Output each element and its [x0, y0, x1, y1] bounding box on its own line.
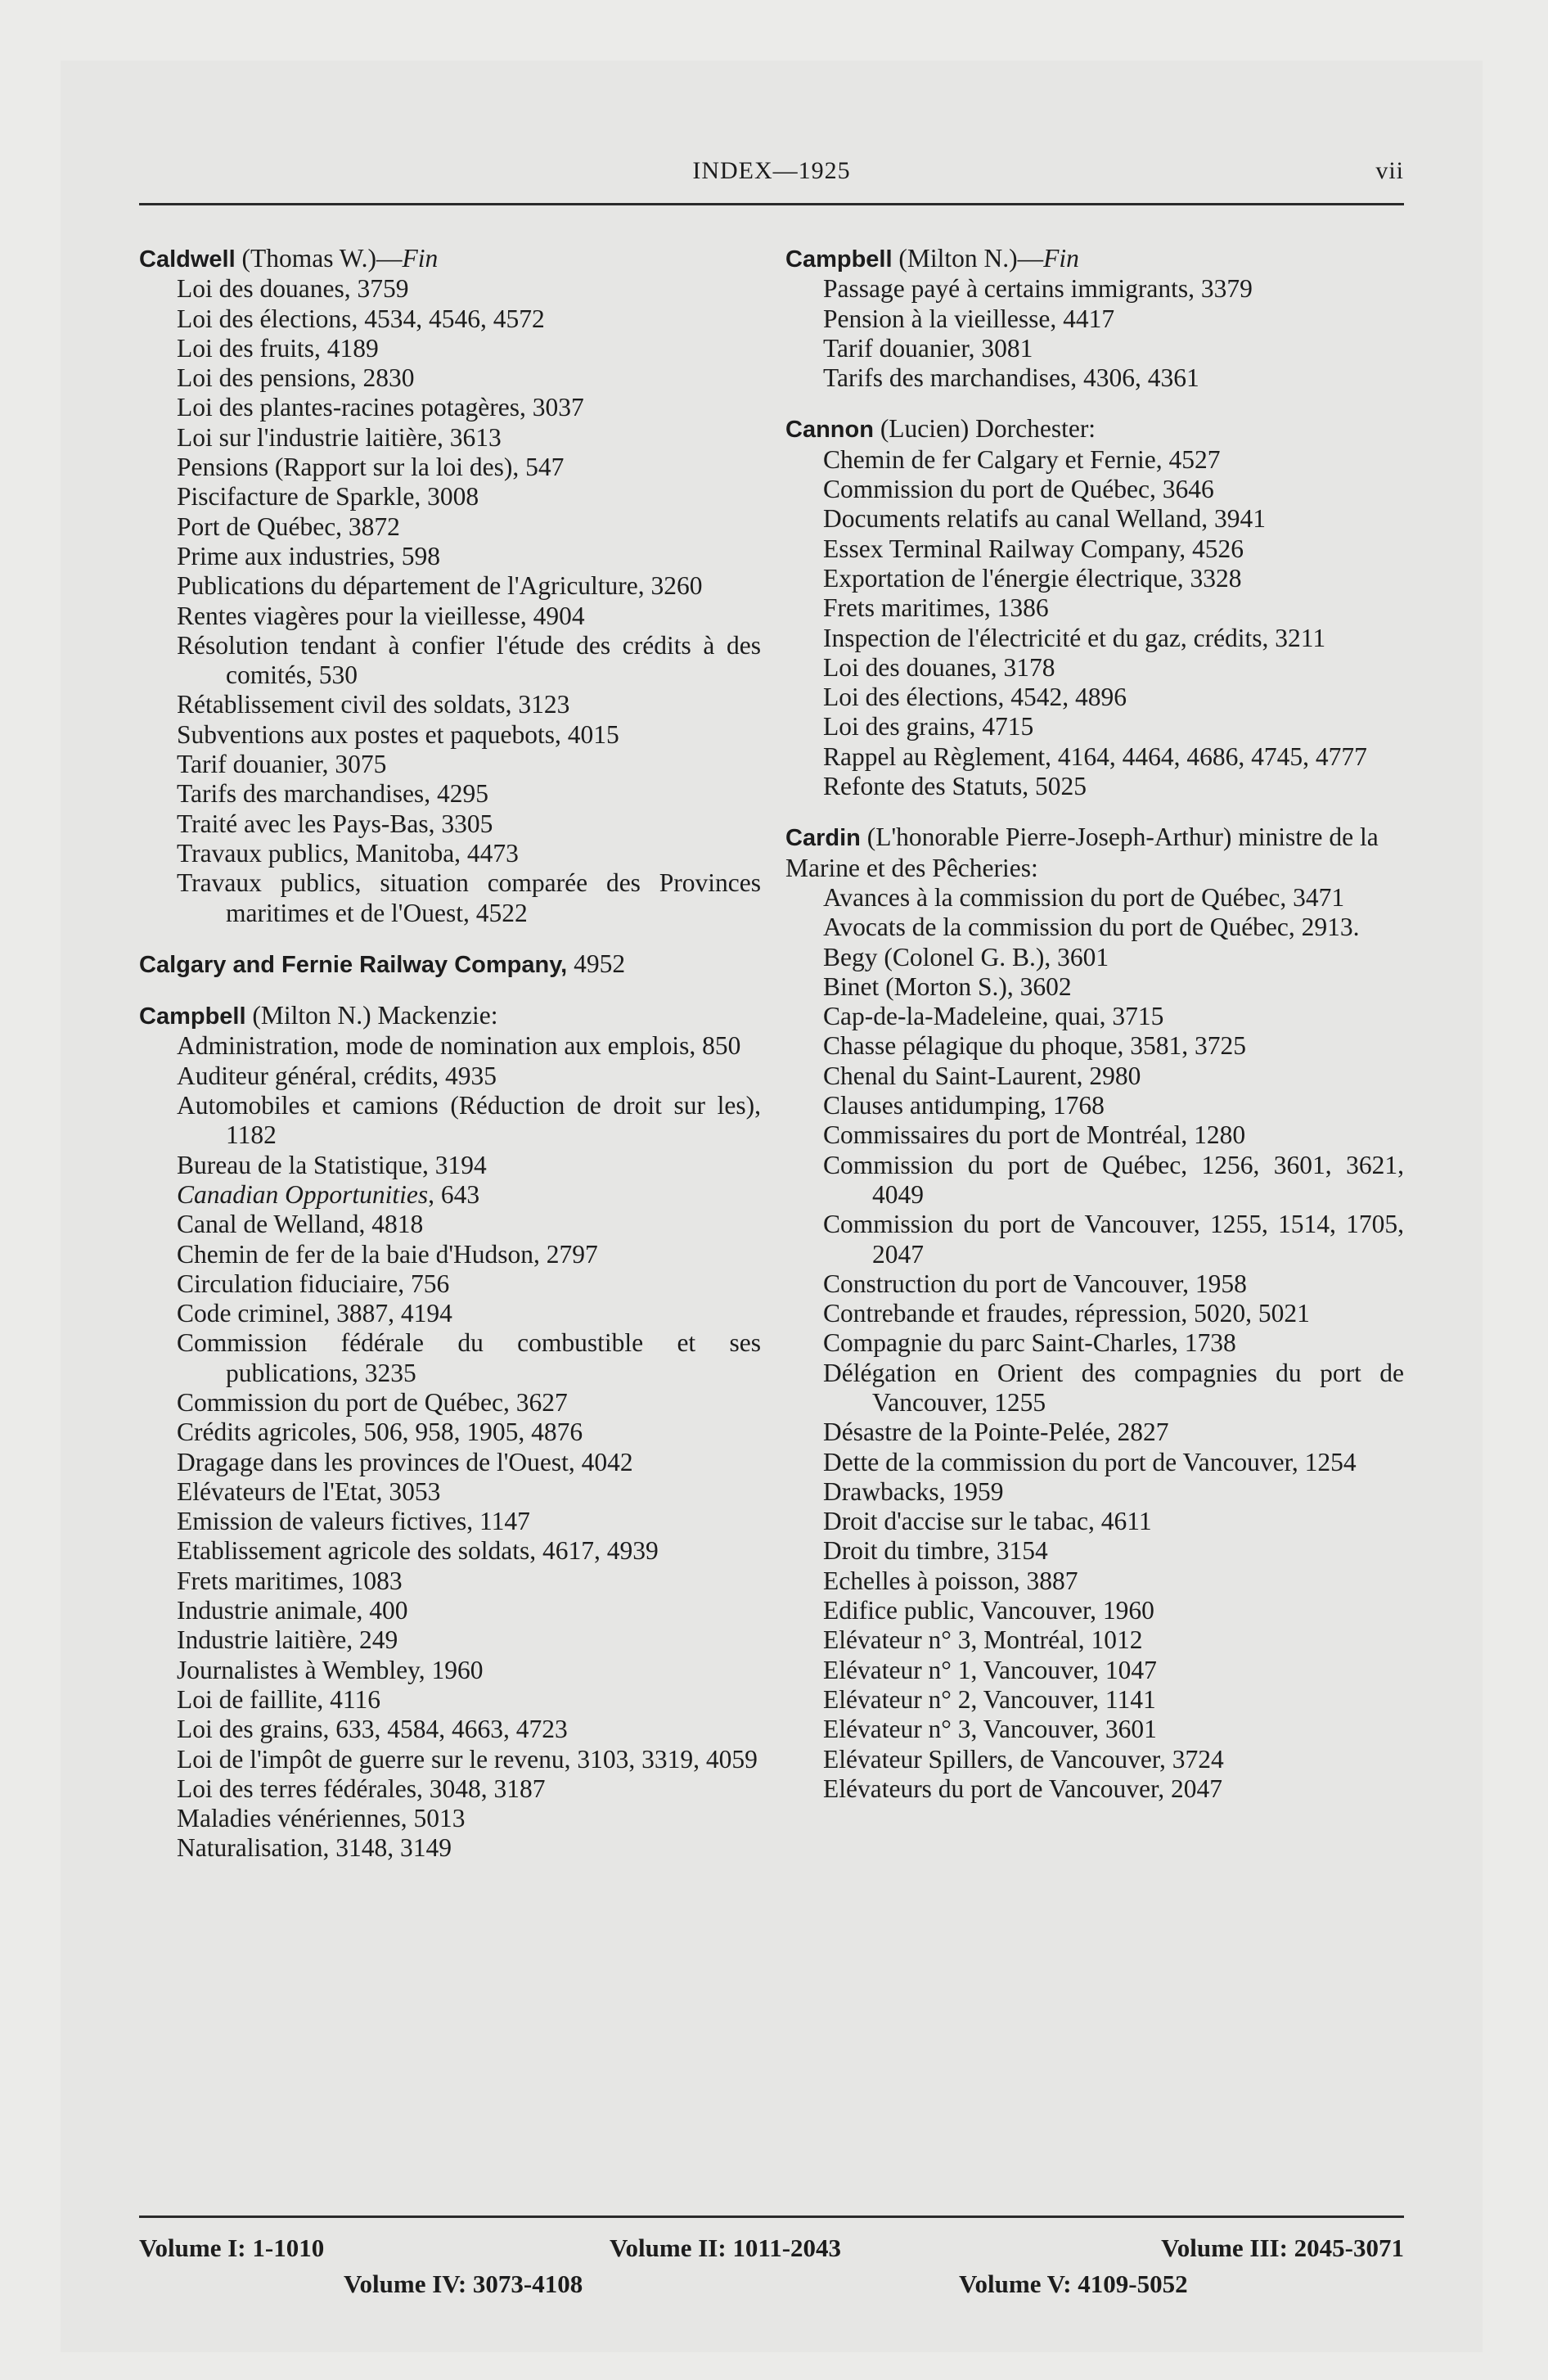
index-entry: Tarifs des marchandises, 4306, 4361 — [823, 363, 1199, 393]
index-entry: Commission du port de Québec, 1256, 3601, 3621, 4049 — [823, 1150, 1404, 1209]
index-group — [139, 949, 761, 980]
index-entry: Subventions aux postes et paquebots, 4015 — [177, 719, 619, 749]
index-entry: Elévateur n° 2, Vancouver, 1141 — [823, 1684, 1156, 1714]
index-entry: Publications du département de l'Agriculture, 3260 — [177, 571, 703, 601]
index-entry: Droit d'accise sur le tabac, 4611 — [823, 1507, 1152, 1536]
index-entry: Chasse pélagique du phoque, 3581, 3725 — [823, 1031, 1247, 1061]
index-entry: Traité avec les Pays-Bas, 3305 — [177, 809, 493, 838]
page-header — [139, 157, 1404, 198]
index-entry: Loi sur l'industrie laitière, 3613 — [177, 422, 502, 452]
volume-1-range: Volume I: 1-1010 — [139, 2234, 325, 2262]
index-entry: Elévateurs du port de Vancouver, 2047 — [823, 1774, 1223, 1803]
index-entry: Chemin de fer de la baie d'Hudson, 2797 — [177, 1239, 598, 1269]
index-entry: Chenal du Saint-Laurent, 2980 — [823, 1061, 1141, 1090]
index-entry: Travaux publics, Manitoba, 4473 — [177, 838, 519, 868]
index-entry: Administration, mode de nomination aux emplois, 850 — [177, 1031, 741, 1061]
heading-name: Campbell — [139, 1003, 246, 1030]
index-entry: Rappel au Règlement, 4164, 4464, 4686, 4745, 4777 — [823, 741, 1367, 771]
index-entry: Crédits agricoles, 506, 958, 1905, 4876 — [177, 1418, 583, 1447]
index-entry: Echelles à poisson, 3887 — [823, 1566, 1078, 1595]
heading-detail: (Milton N.) Mackenzie: — [252, 1001, 498, 1030]
heading-detail-italic: Fin — [402, 244, 439, 273]
index-heading — [785, 244, 1404, 274]
index-group — [785, 414, 1404, 801]
index-entry: Chemin de fer Calgary et Fernie, 4527 — [823, 444, 1221, 474]
index-entry: Maladies vénériennes, 5013 — [177, 1804, 466, 1833]
index-entry: Tarif douanier, 3075 — [177, 750, 387, 779]
index-entry: Loi de faillite, 4116 — [177, 1684, 381, 1714]
heading-name: Caldwell — [139, 246, 236, 273]
index-entry: Avocats de la commission du port de Québec, 2913. — [823, 913, 1360, 942]
volume-3-range: Volume III: 2045-3071 — [1161, 2234, 1404, 2262]
index-entry: Elévateur n° 3, Montréal, 1012 — [823, 1625, 1143, 1655]
index-entry: Désastre de la Pointe-Pelée, 2827 — [823, 1418, 1169, 1447]
heading-name: Calgary and Fernie Railway Company, — [139, 951, 568, 978]
heading-detail: (Lucien) Dorchester: — [880, 414, 1096, 444]
index-heading — [139, 949, 761, 980]
index-entry: Canal de Welland, 4818 — [177, 1210, 424, 1239]
heading-detail: 4952 — [574, 949, 626, 978]
left-column — [139, 244, 761, 1864]
index-entry: Loi des grains, 633, 4584, 4663, 4723 — [177, 1715, 568, 1744]
index-entry: Avances à la commission du port de Québec, 3471 — [823, 882, 1345, 912]
index-entry: Essex Terminal Railway Company, 4526 — [823, 534, 1244, 563]
index-entry: Loi des plantes-racines potagères, 3037 — [177, 393, 584, 422]
index-entry: Elévateur Spillers, de Vancouver, 3724 — [823, 1744, 1224, 1774]
heading-detail: (L'honorable Pierre-Joseph-Arthur) ministre de la Marine et des Pêcheries: — [785, 823, 1379, 882]
index-entry: Loi des élections, 4534, 4546, 4572 — [177, 304, 545, 333]
index-group — [785, 823, 1404, 1804]
volume-footer — [139, 2234, 1404, 2315]
index-entry: Refonte des Statuts, 5025 — [823, 772, 1087, 801]
right-column — [785, 244, 1404, 1804]
index-entry: Rentes viagères pour la vieillesse, 4904 — [177, 601, 585, 630]
index-entry: Emission de valeurs fictives, 1147 — [177, 1507, 530, 1536]
index-entry: Cap-de-la-Madeleine, quai, 3715 — [823, 1002, 1164, 1031]
index-entry: Binet (Morton S.), 3602 — [823, 971, 1072, 1001]
index-entry: Compagnie du parc Saint-Charles, 1738 — [823, 1328, 1236, 1358]
index-heading — [785, 823, 1404, 883]
index-entry: Port de Québec, 3872 — [177, 512, 400, 541]
index-entry: Naturalisation, 3148, 3149 — [177, 1833, 452, 1863]
heading-name: Cardin — [785, 825, 861, 852]
index-entry: Dragage dans les provinces de l'Ouest, 4042 — [177, 1447, 633, 1476]
index-entry: Loi de l'impôt de guerre sur le revenu, 3103, 3319, 4059 — [177, 1744, 758, 1774]
index-entry: Loi des terres fédérales, 3048, 3187 — [177, 1774, 546, 1803]
index-heading — [785, 414, 1404, 444]
index-entry: Commission du port de Vancouver, 1255, 1514, 1705, 2047 — [823, 1210, 1404, 1269]
index-entry: Passage payé à certains immigrants, 3379 — [823, 274, 1253, 304]
heading-detail: (Milton N.)— — [898, 244, 1044, 273]
index-entry: Piscifacture de Sparkle, 3008 — [177, 482, 479, 512]
publication-title: Canadian Opportunities — [177, 1179, 429, 1209]
volume-2-range: Volume II: 1011-2043 — [610, 2234, 842, 2262]
index-entry: Dette de la commission du port de Vancouver, 1254 — [823, 1447, 1357, 1476]
index-entry: Commission fédérale du combustible et ses publications, 3235 — [177, 1328, 761, 1387]
index-entry: Commissaires du port de Montréal, 1280 — [823, 1120, 1246, 1150]
index-entry: Travaux publics, situation comparée des Provinces maritimes et de l'Ouest, 4522 — [177, 868, 761, 927]
index-entry: Loi des élections, 4542, 4896 — [823, 683, 1127, 712]
index-entry: Résolution tendant à confier l'étude des crédits à des comités, 530 — [177, 630, 761, 690]
index-entry: Auditeur général, crédits, 4935 — [177, 1061, 497, 1090]
index-entry: Inspection de l'électricité et du gaz, crédits, 3211 — [823, 623, 1326, 652]
index-entry: Journalistes à Wembley, 1960 — [177, 1655, 484, 1684]
page-title: INDEX—1925 — [692, 157, 851, 184]
index-entry: Rétablissement civil des soldats, 3123 — [177, 690, 570, 719]
index-entry: Contrebande et fraudes, répression, 5020, 5021 — [823, 1299, 1310, 1328]
index-entry: Frets maritimes, 1083 — [177, 1566, 403, 1595]
index-entry: Elévateurs de l'Etat, 3053 — [177, 1476, 441, 1506]
index-entry: Canadian Opportunities, 643 — [177, 1179, 480, 1209]
index-entry: Circulation fiduciaire, 756 — [177, 1269, 450, 1298]
heading-detail-italic: Fin — [1043, 244, 1079, 273]
index-entry: Drawbacks, 1959 — [823, 1476, 1004, 1506]
index-entry: Loi des grains, 4715 — [823, 712, 1034, 741]
index-entry: Elévateur n° 1, Vancouver, 1047 — [823, 1655, 1157, 1684]
index-entry: Tarifs des marchandises, 4295 — [177, 779, 488, 809]
volume-5-range: Volume V: 4109-5052 — [959, 2270, 1188, 2298]
heading-name: Campbell — [785, 246, 893, 273]
index-group — [139, 244, 761, 928]
index-entry: Automobiles et camions (Réduction de droit sur les), 1182 — [177, 1091, 761, 1150]
index-entry: Begy (Colonel G. B.), 3601 — [823, 942, 1109, 971]
index-entry: Commission du port de Québec, 3627 — [177, 1387, 568, 1417]
index-entry: Droit du timbre, 3154 — [823, 1536, 1048, 1566]
index-entry: Construction du port de Vancouver, 1958 — [823, 1269, 1247, 1298]
volume-4-range: Volume IV: 3073-4108 — [344, 2270, 583, 2298]
footer-rule — [139, 2215, 1404, 2218]
index-entry: Délégation en Orient des compagnies du port de Vancouver, 1255 — [823, 1358, 1404, 1417]
index-group — [785, 244, 1404, 393]
index-entry: Code criminel, 3887, 4194 — [177, 1299, 452, 1328]
index-heading — [139, 1001, 761, 1031]
index-entry: Prime aux industries, 598 — [177, 541, 440, 570]
index-entry: Industrie laitière, 249 — [177, 1625, 398, 1655]
header-rule — [139, 203, 1404, 205]
index-entry: Elévateur n° 3, Vancouver, 3601 — [823, 1715, 1157, 1744]
index-heading — [139, 244, 761, 274]
index-entry: Pensions (Rapport sur la loi des), 547 — [177, 453, 565, 482]
index-entry: Etablissement agricole des soldats, 4617, 4939 — [177, 1536, 659, 1566]
index-entry: Bureau de la Statistique, 3194 — [177, 1150, 487, 1179]
index-entry: Loi des pensions, 2830 — [177, 363, 415, 393]
index-entry: Loi des fruits, 4189 — [177, 333, 379, 363]
index-entry: Edifice public, Vancouver, 1960 — [823, 1596, 1154, 1625]
index-entry: Industrie animale, 400 — [177, 1596, 408, 1625]
index-entry: Documents relatifs au canal Welland, 3941 — [823, 504, 1266, 534]
index-entry: Loi des douanes, 3759 — [177, 274, 409, 304]
index-entry: Tarif douanier, 3081 — [823, 333, 1033, 363]
index-entry: Exportation de l'énergie électrique, 3328 — [823, 563, 1242, 593]
index-entry: Frets maritimes, 1386 — [823, 593, 1049, 623]
index-entry: Loi des douanes, 3178 — [823, 652, 1055, 682]
heading-detail: (Thomas W.)— — [241, 244, 403, 273]
index-entry: Commission du port de Québec, 3646 — [823, 475, 1214, 504]
page-number: vii — [1375, 157, 1404, 184]
index-page — [61, 61, 1483, 2352]
index-entry: Clauses antidumping, 1768 — [823, 1091, 1105, 1120]
index-entry: Pension à la vieillesse, 4417 — [823, 304, 1115, 333]
index-group — [139, 1001, 761, 1864]
heading-name: Cannon — [785, 417, 874, 444]
